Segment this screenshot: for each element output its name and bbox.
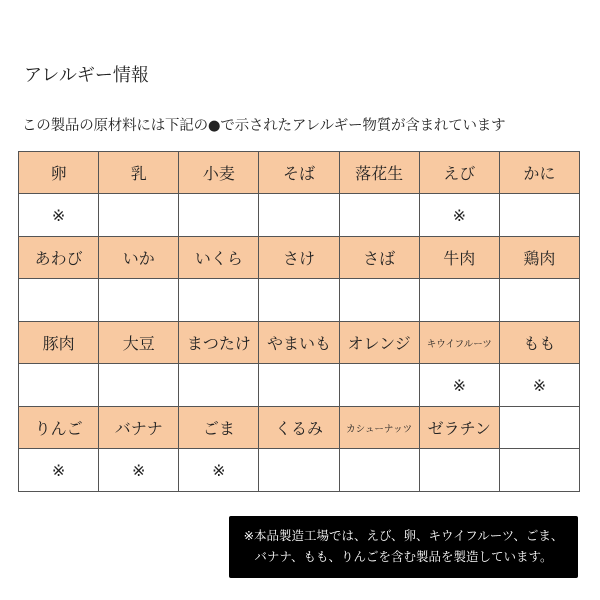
allergen-name-cell: いか <box>99 237 179 279</box>
allergen-name-cell: バナナ <box>99 407 179 449</box>
allergen-name-cell: 牛肉 <box>419 237 499 279</box>
allergen-name-cell: 大豆 <box>99 322 179 364</box>
allergen-name-cell: 卵 <box>19 152 99 194</box>
allergen-name-cell <box>499 407 579 449</box>
allergen-name-row <box>19 152 580 194</box>
allergen-mark-cell: ※ <box>179 449 259 492</box>
allergen-mark-cell <box>499 194 579 237</box>
allergen-mark-cell <box>99 194 179 237</box>
allergen-name-cell: あわび <box>19 237 99 279</box>
allergen-mark-cell: ※ <box>419 194 499 237</box>
allergen-mark-cell <box>259 279 339 322</box>
allergen-mark-cell <box>419 279 499 322</box>
allergen-mark-row <box>19 279 580 322</box>
allergen-mark-cell: ※ <box>19 449 99 492</box>
allergen-mark-cell <box>19 364 99 407</box>
allergen-name-cell: えび <box>419 152 499 194</box>
allergen-mark-cell <box>339 279 419 322</box>
allergen-name-cell: そば <box>259 152 339 194</box>
allergen-mark-cell <box>419 449 499 492</box>
allergen-mark-cell <box>179 364 259 407</box>
allergen-mark-cell: ※ <box>419 364 499 407</box>
allergen-name-cell: 乳 <box>99 152 179 194</box>
allergen-name-cell: キウイフルーツ <box>419 322 499 364</box>
allergen-name-cell: さば <box>339 237 419 279</box>
allergen-mark-cell <box>499 279 579 322</box>
allergen-mark-row <box>19 364 580 407</box>
allergen-name-cell: カシューナッツ <box>339 407 419 449</box>
allergen-mark-row <box>19 449 580 492</box>
allergen-mark-cell <box>339 194 419 237</box>
allergen-name-cell: 豚肉 <box>19 322 99 364</box>
allergen-mark-cell <box>259 364 339 407</box>
factory-note-line-2: バナナ、もも、りんごを含む製品を製造しています。 <box>254 549 553 564</box>
allergen-name-cell: いくら <box>179 237 259 279</box>
factory-note-line-1: ※本品製造工場では、えび、卵、キウイフルーツ、ごま、 <box>243 528 564 543</box>
allergen-name-cell: ゼラチン <box>419 407 499 449</box>
allergen-mark-cell: ※ <box>19 194 99 237</box>
allergen-mark-cell <box>179 279 259 322</box>
allergen-mark-cell <box>179 194 259 237</box>
allergen-name-cell: 小麦 <box>179 152 259 194</box>
allergen-name-cell: オレンジ <box>339 322 419 364</box>
allergen-name-row <box>19 237 580 279</box>
allergen-mark-cell <box>99 279 179 322</box>
allergen-name-cell: かに <box>499 152 579 194</box>
allergen-mark-cell <box>259 194 339 237</box>
allergen-mark-cell <box>99 364 179 407</box>
allergen-mark-cell <box>19 279 99 322</box>
allergen-name-cell: ごま <box>179 407 259 449</box>
allergen-mark-cell <box>339 449 419 492</box>
factory-note <box>229 516 578 578</box>
allergen-mark-cell <box>259 449 339 492</box>
allergen-name-row <box>19 322 580 364</box>
allergen-name-cell: 鶏肉 <box>499 237 579 279</box>
allergen-mark-cell: ※ <box>99 449 179 492</box>
allergen-mark-cell <box>499 449 579 492</box>
intro-text: この製品の原材料には下記の●で示されたアレルギー物質が含まれています <box>22 118 506 134</box>
allergen-name-cell: さけ <box>259 237 339 279</box>
allergen-name-cell: りんご <box>19 407 99 449</box>
allergen-name-cell: まつたけ <box>179 322 259 364</box>
allergen-mark-cell <box>339 364 419 407</box>
allergen-name-row <box>19 407 580 449</box>
allergen-name-cell: やまいも <box>259 322 339 364</box>
page-title: アレルギー情報 <box>24 65 149 86</box>
allergen-name-cell: 落花生 <box>339 152 419 194</box>
allergen-name-cell: くるみ <box>259 407 339 449</box>
allergen-table <box>18 151 580 492</box>
allergen-mark-cell: ※ <box>499 364 579 407</box>
allergen-name-cell: もも <box>499 322 579 364</box>
allergen-mark-row <box>19 194 580 237</box>
